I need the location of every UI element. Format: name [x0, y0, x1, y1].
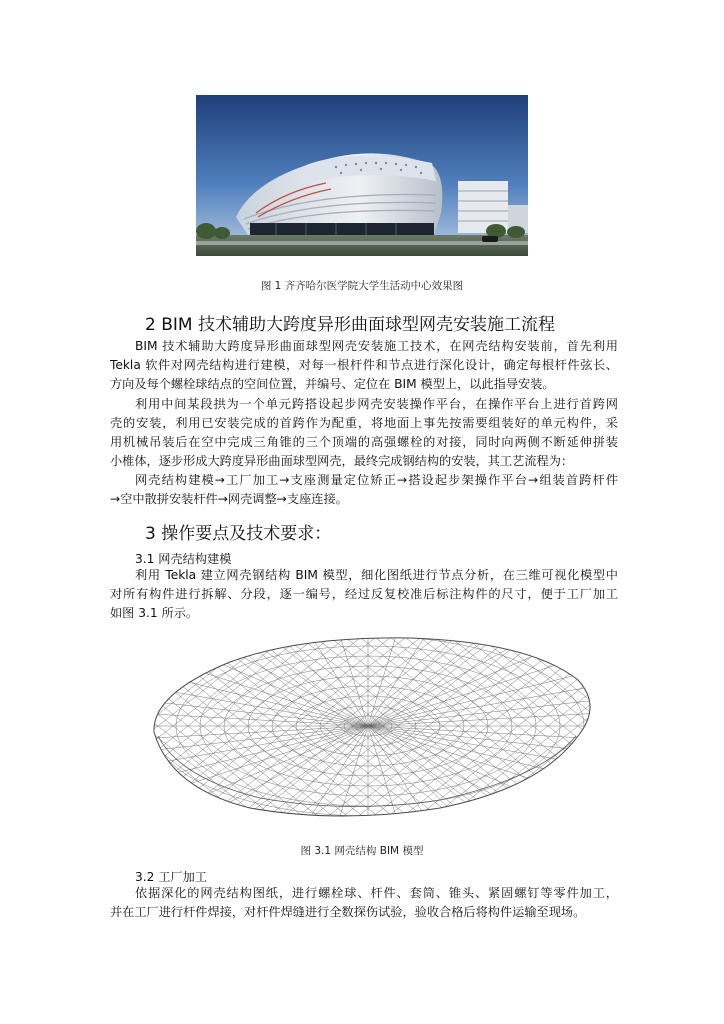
subsection-3-2-paragraph: [110, 884, 618, 922]
subsection-3-1-paragraph: [110, 566, 618, 623]
text-line: 依据深化的网壳结构图纸，进行螺栓球、杆件、套筒、锥头、紧固螺钉等零件加工，: [135, 886, 618, 900]
section2-heading: 2 BIM 技术辅助大跨度异形曲面球型网壳安装施工流程: [145, 315, 555, 335]
text-line: 小椎体，逐步形成大跨度异形曲面球型网壳，最终完成钢结构的安装，其工艺流程为：: [110, 454, 574, 469]
section2-process-flow: [110, 471, 618, 509]
section2-paragraph-2: [110, 395, 618, 471]
text-line: 利用中间某段拱为一个单元跨搭设起步网壳安装操作平台，在操作平台上进行首跨网: [135, 397, 618, 411]
text-line: BIM 技术辅助大跨度异形曲面球型网壳安装施工技术，在网壳结构安装前，首先利用: [135, 339, 618, 353]
stadium-rendering-photo: [196, 95, 528, 256]
figure1-caption: 图 1 齐齐哈尔医学院大学生活动中心效果图: [260, 280, 464, 292]
subsection-3-2-title: 3.2 工厂加工: [135, 870, 208, 884]
section3-heading: 3 操作要点及技术要求：: [145, 524, 332, 544]
text-line: 利用 Tekla 建立网壳钢结构 BIM 模型，细化图纸进行节点分析，在三维可视化模型中: [135, 568, 618, 582]
shell-bim-model-figure: [140, 628, 600, 828]
subsection-3-1-title: 3.1 网壳结构建模: [135, 552, 232, 566]
section2-paragraph-1: [110, 337, 618, 394]
figure31-caption: 图 3.1 网壳结构 BIM 模型: [300, 845, 424, 857]
text-line: 用机械吊装后在空中完成三角锥的三个顶端的高强螺栓的对接，同时向两侧不断延伸拼装: [110, 435, 618, 450]
text-line: 网壳结构建模→工厂加工→支座测量定位矫正→搭设起步架操作平台→组装首跨杆件: [135, 473, 618, 487]
text-line: 壳的安装，利用已安装完成的首跨作为配重，将地面上事先按需要组装好的单元构件，采: [110, 416, 618, 431]
text-line: 方向及每个螺栓球结点的空间位置，并编号、定位在 BIM 模型上，以此指导安装。: [110, 377, 555, 392]
text-line: 对所有构件进行拆解、分段，逐一编号，经过反复校准后标注构件的尺寸，便于工厂加工: [110, 587, 618, 602]
text-line: 并在工厂进行杆件焊接，对杆件焊缝进行全数探伤试验，验收合格后将构件运输至现场。: [110, 905, 586, 920]
text-line: Tekla 软件对网壳结构进行建模，对每一根杆件和节点进行深化设计，确定每根杆件弦长、: [110, 358, 618, 373]
text-line: 如图 3.1 所示。: [110, 606, 199, 621]
text-line: →空中散拼安装杆件→网壳调整→支座连接。: [110, 492, 348, 507]
